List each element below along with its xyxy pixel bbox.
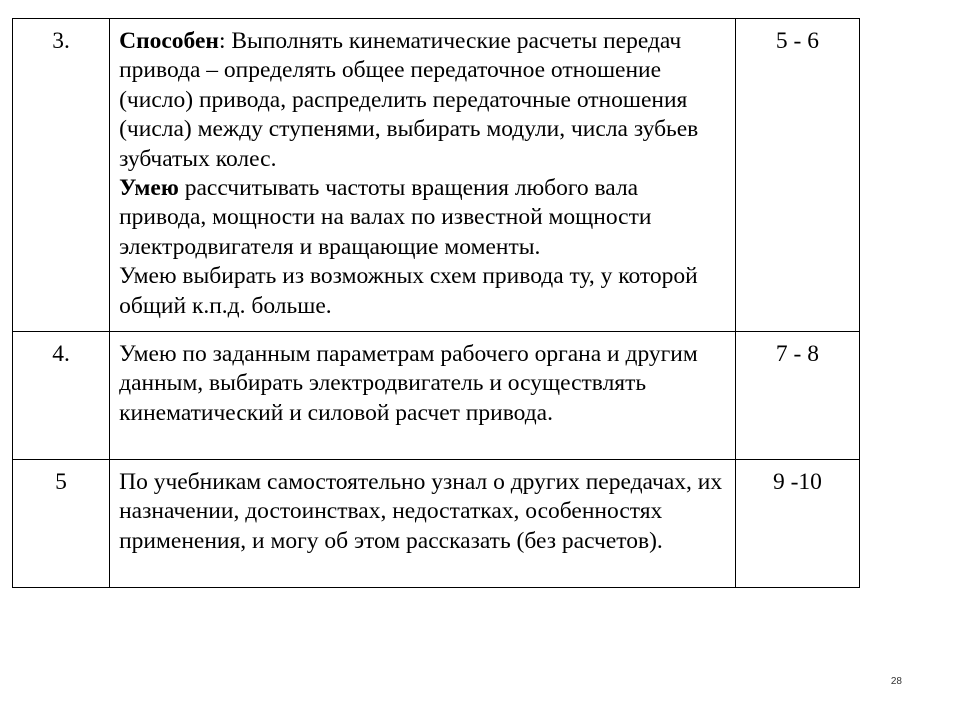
paragraph-text: Умею выбирать из возможных схем привода ту, у которой общий к.п.д. больше.	[119, 263, 698, 319]
description-paragraph	[119, 262, 729, 321]
row-number: 3.	[13, 19, 110, 332]
row-description	[110, 19, 736, 332]
lead-word: Умею	[119, 175, 179, 202]
competency-table	[12, 18, 860, 588]
description-paragraph	[119, 340, 729, 428]
row-number: 5	[13, 460, 110, 588]
row-number: 4.	[13, 332, 110, 460]
paragraph-text: : Выполнять кинематические расчеты передач привода – определять общее передаточное отношение (число) привода, распределить передаточные отношения (числа) между ступенями, выбирать модули, числа зубьев зубчатых колес.	[119, 28, 699, 172]
row-score: 9 -10	[735, 460, 859, 588]
paragraph-text: Умею по заданным параметрам рабочего органа и другим данным, выбирать электродвигатель и осуществлять кинематический и силовой расчет привода.	[119, 341, 698, 426]
row-score: 5 - 6	[735, 19, 859, 332]
table-row	[13, 460, 860, 588]
row-score: 7 - 8	[735, 332, 859, 460]
description-paragraph	[119, 174, 729, 262]
row-description	[110, 332, 736, 460]
lead-word: Способен	[119, 28, 219, 54]
table-row	[13, 332, 860, 460]
paragraph-text: рассчитывать частоты вращения любого вала привода, мощности на валах по известной мощности электродвигателя и вращающие моменты.	[119, 175, 652, 260]
page-number: 28	[890, 676, 902, 687]
table-row	[13, 19, 860, 332]
row-description	[110, 460, 736, 588]
description-paragraph	[119, 468, 729, 556]
description-paragraph	[119, 27, 729, 174]
paragraph-text: По учебникам самостоятельно узнал о других передачах, их назначении, достоинствах, недостатках, особенностях применения, и могу об этом рассказать (без расчетов).	[119, 469, 723, 554]
